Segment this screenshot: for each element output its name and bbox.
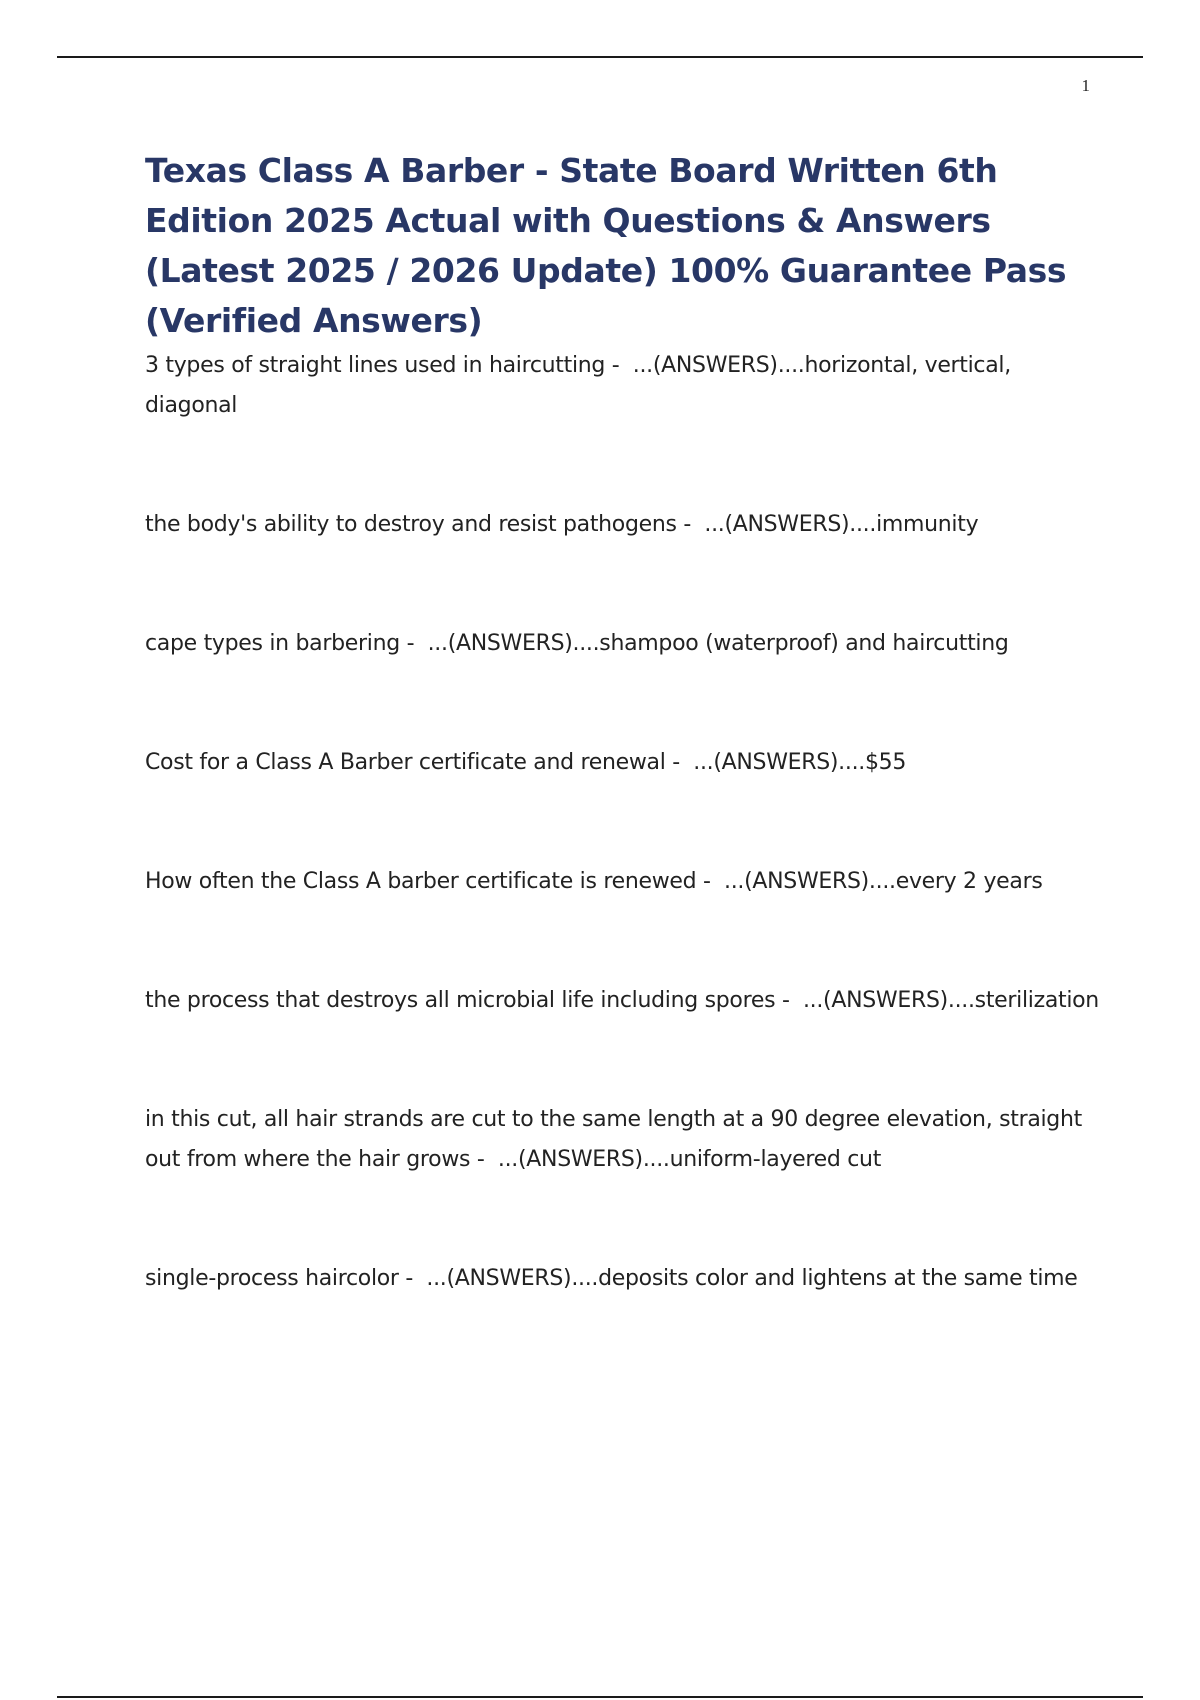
qa-item	[145, 743, 1100, 783]
document-body	[145, 146, 1100, 1299]
qa-separator: -	[605, 353, 633, 378]
qa-question: the body's ability to destroy and resist pathogens	[145, 512, 677, 537]
qa-separator: -	[696, 869, 725, 894]
qa-answer: ...(ANSWERS)....immunity	[704, 512, 979, 537]
qa-item	[145, 346, 1100, 426]
qa-item	[145, 505, 1100, 545]
qa-answer: ...(ANSWERS)....every 2 years	[724, 869, 1043, 894]
qa-item	[145, 981, 1100, 1021]
qa-question: single-process haircolor	[145, 1266, 399, 1291]
qa-separator: -	[399, 631, 428, 656]
page-number: 1	[1081, 76, 1090, 95]
qa-separator: -	[676, 512, 705, 537]
qa-item	[145, 1100, 1100, 1180]
document-title: Texas Class A Barber - State Board Written 6th Edition 2025 Actual with Questions & Answers (Latest 2025 / 2026 Update) 100% Guarantee Pass (Verified Answers)	[145, 151, 1067, 340]
qa-question: the process that destroys all microbial life including spores	[145, 988, 776, 1013]
qa-question: in this cut, all hair strands are cut to the same length at a 90 degree elevation, straight out from where the hair grows	[145, 1107, 1082, 1172]
qa-separator: -	[470, 1147, 498, 1172]
qa-question: Cost for a Class A Barber certificate and renewal	[145, 750, 666, 775]
qa-answer: ...(ANSWERS)....horizontal, vertical, diagonal	[145, 353, 1011, 418]
qa-item	[145, 624, 1100, 664]
qa-answer: ...(ANSWERS)....sterilization	[802, 988, 1099, 1013]
qa-list	[145, 346, 1100, 1299]
footer-rule	[57, 1696, 1143, 1698]
qa-separator: -	[398, 1266, 427, 1291]
header-rule	[57, 56, 1143, 58]
qa-separator: -	[665, 750, 694, 775]
qa-item	[145, 1259, 1100, 1299]
qa-answer: ...(ANSWERS)....shampoo (waterproof) and haircutting	[427, 631, 1009, 656]
qa-answer: ...(ANSWERS)....uniform-layered cut	[497, 1147, 882, 1172]
qa-item	[145, 862, 1100, 902]
qa-answer: ...(ANSWERS)....$55	[693, 750, 907, 775]
qa-question: cape types in barbering	[145, 631, 400, 656]
qa-question: How often the Class A barber certificate is renewed	[145, 869, 697, 894]
qa-question: 3 types of straight lines used in haircutting	[145, 353, 606, 378]
qa-answer: ...(ANSWERS)....deposits color and lightens at the same time	[426, 1266, 1078, 1291]
qa-separator: -	[775, 988, 803, 1013]
